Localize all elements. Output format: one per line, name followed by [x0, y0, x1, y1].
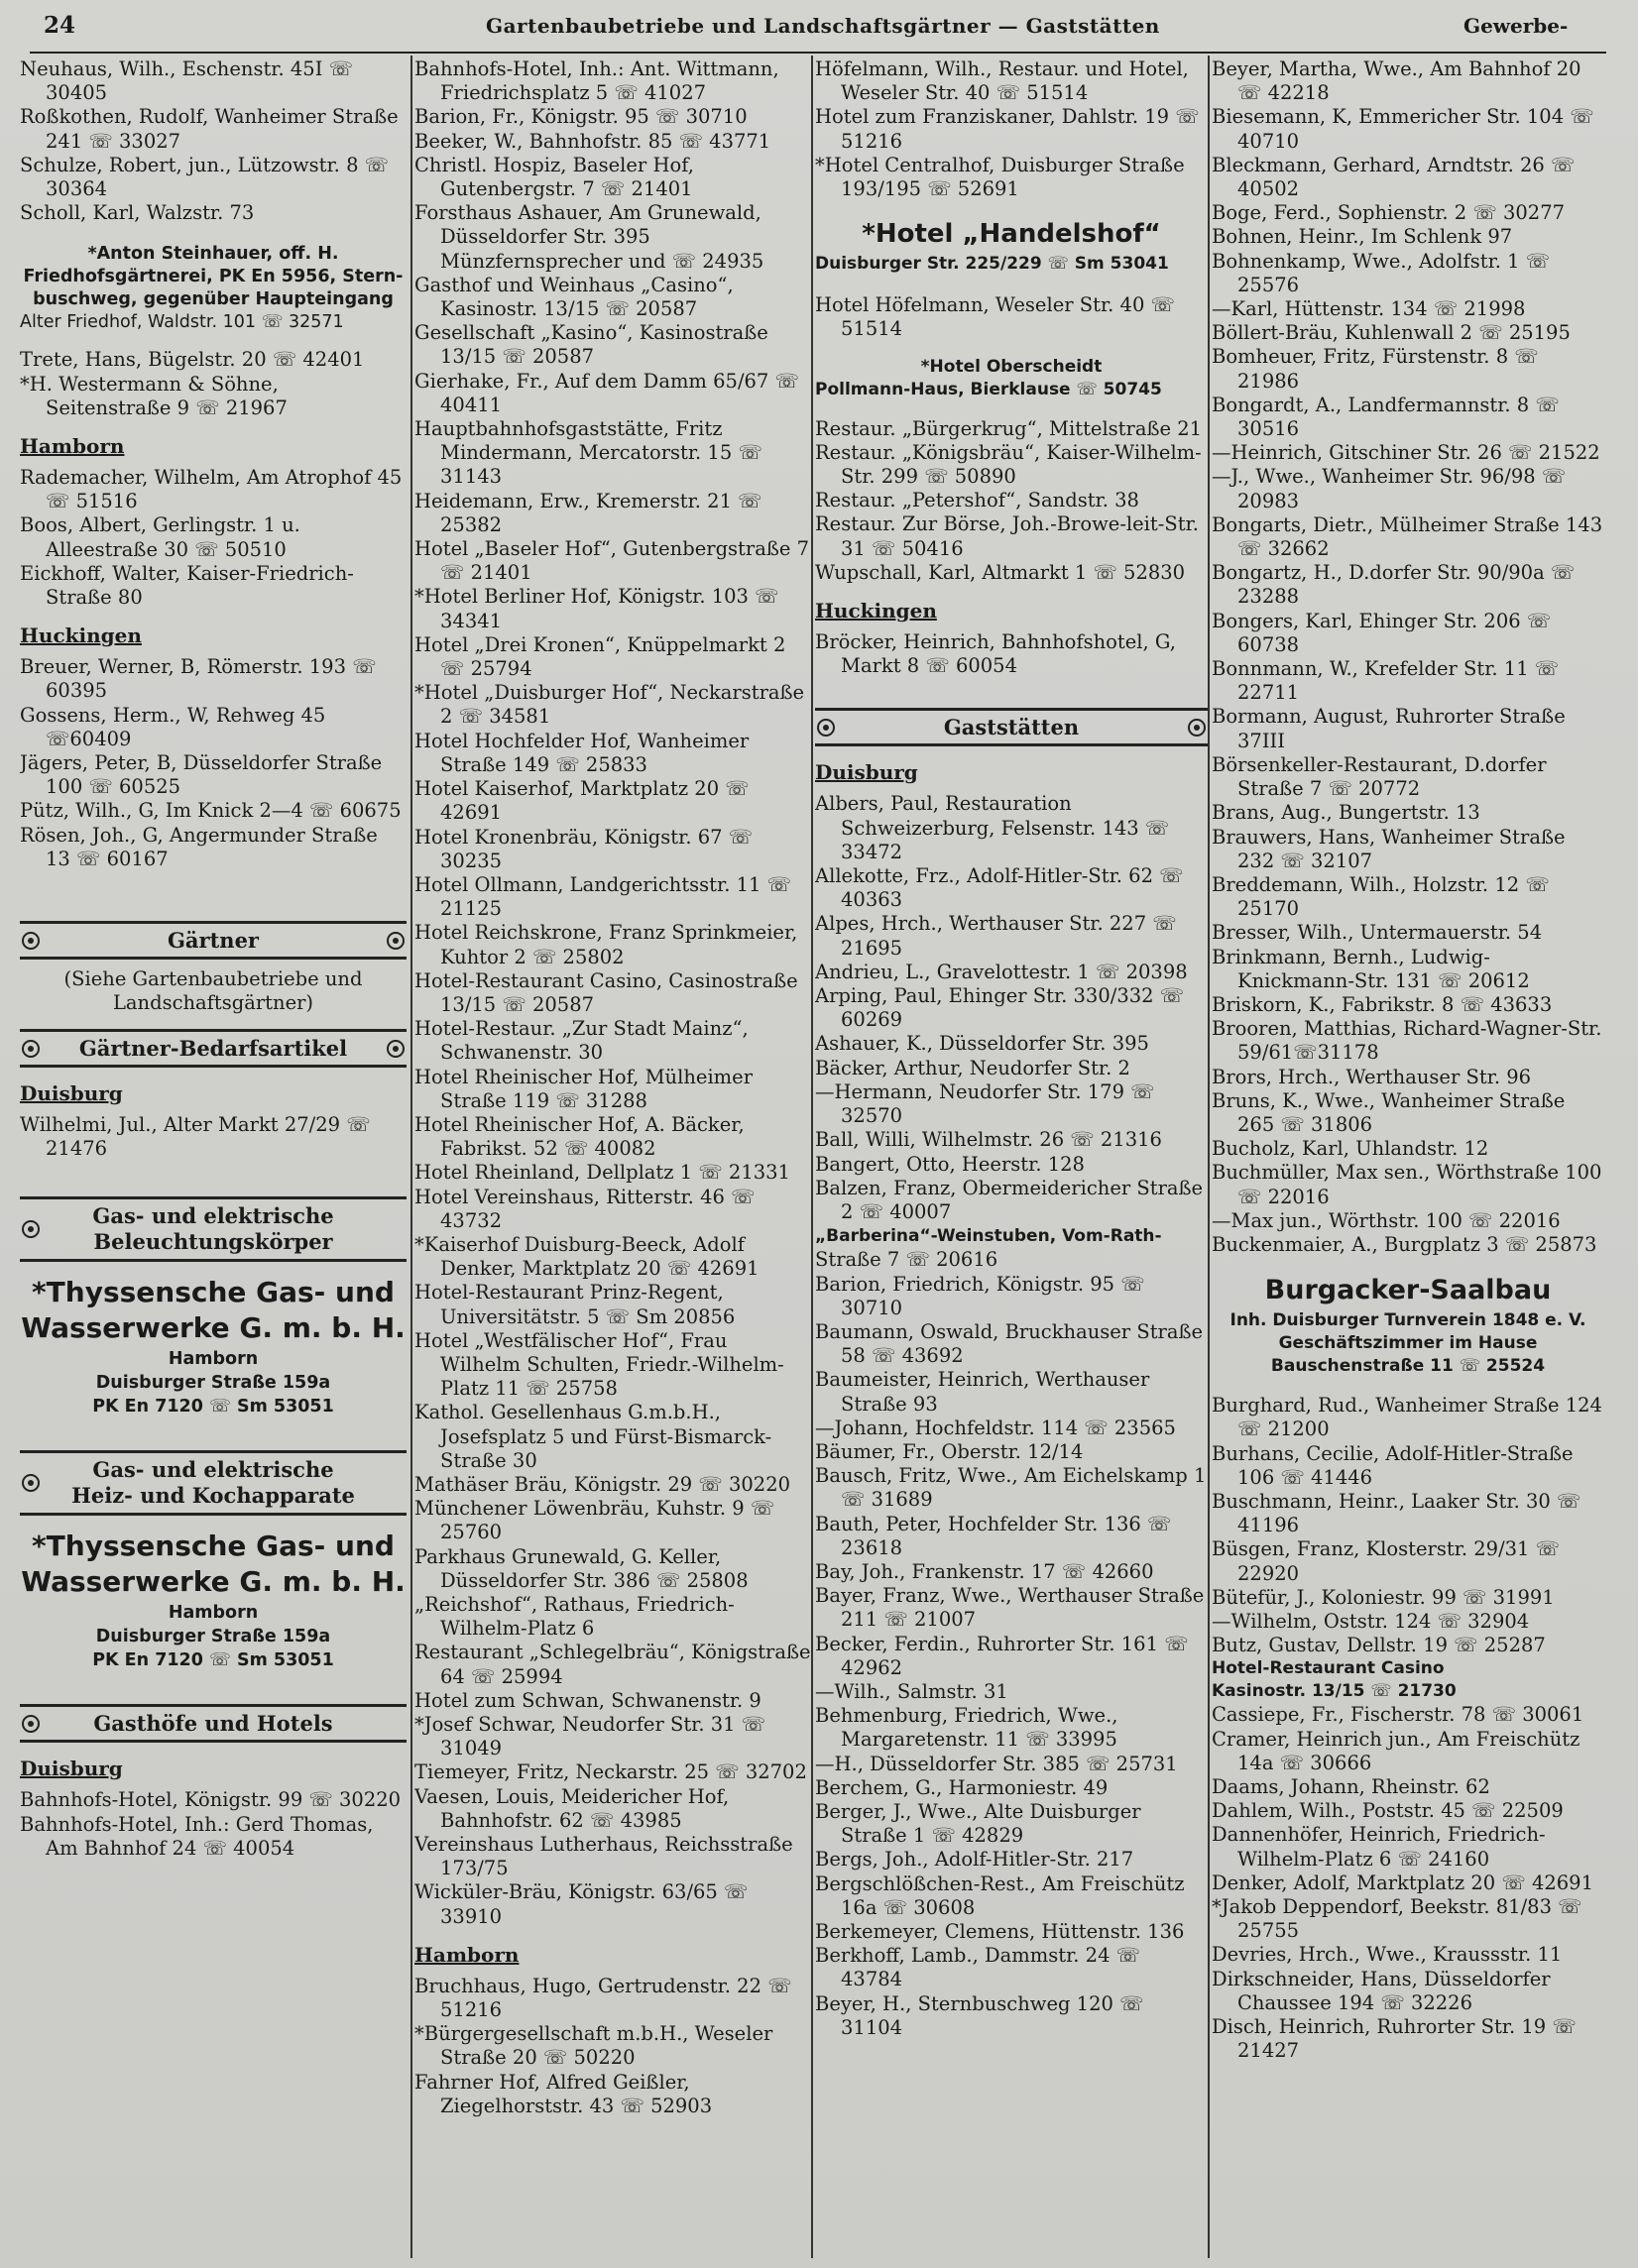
ad-line: Hotel-Restaurant Casino [1212, 1658, 1445, 1679]
category-box-gas-beleuchtung [20, 1196, 407, 1262]
section-heading-huckingen: Huckingen [20, 624, 142, 648]
directory-entry: Bergschlößchen-Rest., Am Freischütz 16a ☏ 30608 [815, 1871, 1185, 1919]
directory-entry: *H. Westermann & Söhne, Seitenstraße 9 ☏ 21967 [20, 372, 288, 419]
directory-entry: Bormann, August, Ruhrorter Straße 37III [1212, 705, 1566, 752]
directory-entry: Bay, Joh., Frankenstr. 17 ☏ 42660 [815, 1559, 1154, 1583]
ad-title: Wasserwerke G. m. b. H. [21, 1311, 406, 1345]
directory-entry: Bausch, Fritz, Wwe., Am Eichelskamp 1 ☏ 31689 [815, 1464, 1207, 1512]
entry-list [1212, 1703, 1604, 2063]
directory-entry: Hotel „Drei Kronen“, Knüppelmarkt 2 ☏ 25794 [414, 632, 786, 681]
directory-entry: Bresser, Wilh., Untermauerstr. 54 [1212, 921, 1543, 945]
directory-entry: —Karl, Hüttenstr. 134 ☏ 21998 [1212, 297, 1526, 321]
directory-entry: Disch, Heinrich, Ruhrorter Str. 19 ☏ 21427 [1212, 2015, 1577, 2063]
ad-line: buschweg, gegenüber Haupteingang [33, 289, 394, 310]
ad-title: Burgacker-Saalbau [1264, 1275, 1552, 1306]
category-title: Gas- und elektrische [92, 1457, 334, 1483]
directory-entry: *Hotel Berliner Hof, Königstr. 103 ☏ 34341 [414, 585, 779, 632]
ad-line: Bauschenstraße 11 ☏ 25524 [1270, 1356, 1546, 1377]
directory-entry: Biesemann, K, Emmericher Str. 104 ☏ 40710 [1212, 105, 1594, 153]
directory-entry: —Johann, Hochfeldstr. 114 ☏ 23565 [815, 1416, 1176, 1439]
directory-entry: Bröcker, Heinrich, Bahnhofshotel, G, Markt 8 ☏ 60054 [815, 630, 1177, 678]
ad-line: Geschäftszimmer im Hause [1278, 1333, 1538, 1354]
advertisement-thyssen-1 [20, 1276, 407, 1418]
directory-entry: Buckenmaier, A., Burgplatz 3 ☏ 25873 [1212, 1232, 1597, 1256]
ad-line: Kasinostr. 13/15 ☏ 21730 [1212, 1681, 1457, 1702]
directory-entry: Wicküler-Bräu, Königstr. 63/65 ☏ 33910 [414, 1880, 749, 1928]
bullet-icon [22, 1040, 40, 1058]
directory-entry: Pütz, Wilh., G, Im Knick 2—4 ☏ 60675 [20, 799, 402, 823]
directory-entry: Hotel-Restaurant Casino, Casinostraße 13/15 ☏ 20587 [414, 968, 798, 1016]
section-heading-hamborn: Hamborn [20, 434, 125, 459]
ad-line: Alter Friedhof, Waldstr. 101 ☏ 32571 [20, 312, 344, 333]
directory-entry: Brooren, Matthias, Richard-Wagner-Str. 59/61☏31178 [1212, 1017, 1602, 1065]
directory-entry: Butz, Gustav, Dellstr. 19 ☏ 25287 [1212, 1634, 1546, 1657]
directory-entry: Forsthaus Ashauer, Am Grunewald, Düsseldorfer Str. 395 Münzfernsprecher und ☏ 24935 [414, 201, 764, 273]
directory-entry: Ball, Willi, Wilhelmstr. 26 ☏ 21316 [815, 1128, 1162, 1152]
directory-entry: Hotel Hochfelder Hof, Wanheimer Straße 149 ☏ 25833 [414, 729, 750, 776]
directory-entry: Bruns, K., Wwe., Wanheimer Straße 265 ☏ 31806 [1212, 1088, 1566, 1136]
directory-entry: Gossens, Herm., W, Rehweg 45 ☏60409 [20, 703, 326, 750]
directory-entry: Eickhoff, Walter, Kaiser-Friedrich-Straße 80 [20, 561, 354, 610]
directory-entry: Bongarts, Dietr., Mülheimer Straße 143 ☏ 32662 [1212, 512, 1603, 561]
directory-entry: Andrieu, L., Gravelottestr. 1 ☏ 20398 [815, 960, 1188, 983]
directory-entry: Vereinshaus Lutherhaus, Reichsstraße 173/75 [414, 1833, 793, 1880]
directory-entry: Bongardt, A., Landfermannstr. 8 ☏ 30516 [1212, 393, 1560, 441]
directory-entry: Ashauer, K., Düsseldorfer Str. 395 [815, 1032, 1149, 1056]
directory-entry: Alpes, Hrch., Werthauser Str. 227 ☏ 21695 [815, 912, 1177, 960]
entry-list [815, 417, 1208, 585]
directory-entry: —Wilhelm, Oststr. 124 ☏ 32904 [1212, 1609, 1530, 1633]
directory-entry: Bütefür, J., Koloniestr. 99 ☏ 31991 [1212, 1585, 1555, 1609]
directory-entry: Boos, Albert, Gerlingstr. 1 u. Alleestraße 30 ☏ 50510 [20, 513, 300, 561]
directory-entry: Bongers, Karl, Ehinger Str. 206 ☏ 60738 [1212, 609, 1552, 656]
entry-list [20, 1113, 407, 1161]
category-box-gaertner [20, 921, 407, 960]
directory-entry: Kathol. Gesellenhaus G.m.b.H., Josefsplatz 5 und Fürst-Bismarck-Straße 30 [414, 1401, 772, 1472]
directory-entry: *Jakob Deppendorf, Beekstr. 81/83 ☏ 25755 [1212, 1895, 1582, 1943]
directory-entry: Hotel zum Franziskaner, Dahlstr. 19 ☏ 51216 [815, 105, 1200, 153]
directory-entry: Jägers, Peter, B, Düsseldorfer Straße 100 ☏ 60525 [20, 751, 383, 799]
entry-list [414, 1975, 811, 2118]
header-rule [30, 52, 1606, 54]
entry-list [815, 57, 1208, 201]
entry-list [20, 348, 407, 420]
directory-entry: Rademacher, Wilhelm, Am Atrophof 45 ☏ 51516 [20, 466, 403, 513]
directory-entry: Bonnmann, W., Krefelder Str. 11 ☏ 22711 [1212, 657, 1560, 705]
ad-line: „Barberina“-Weinstuben, Vom-Rath- [815, 1226, 1162, 1247]
advertisement-thyssen-2 [20, 1530, 407, 1672]
section-heading-hamborn: Hamborn [414, 1942, 520, 1967]
directory-entry: Dirkschneider, Hans, Düsseldorfer Chaussee 194 ☏ 32226 [1212, 1967, 1551, 2014]
directory-entry: Cassiepe, Fr., Fischerstr. 78 ☏ 30061 [1212, 1703, 1584, 1727]
ad-line: Duisburger Straße 159a [95, 1373, 331, 1394]
section-label: Gewerbe- [1463, 14, 1569, 38]
column-2 [414, 57, 811, 2258]
bullet-icon [817, 719, 835, 737]
directory-entry: Bruchhaus, Hugo, Gertrudenstr. 22 ☏ 51216 [414, 1974, 792, 2022]
ad-line: Duisburger Str. 225/229 ☏ Sm 53041 [815, 254, 1169, 275]
directory-entry: Parkhaus Grunewald, G. Keller, Düsseldorfer Str. 386 ☏ 25808 [414, 1544, 749, 1592]
directory-entry: Berkemeyer, Clemens, Hüttenstr. 136 [815, 1920, 1185, 1943]
directory-entry: Gesellschaft „Kasino“, Kasinostraße 13/15 ☏ 20587 [414, 321, 768, 369]
directory-entry: Barion, Friedrich, Königstr. 95 ☏ 30710 [815, 1272, 1145, 1319]
entry-list [1212, 1394, 1604, 1657]
ad-title: *Hotel Oberscheidt [920, 356, 1103, 377]
directory-entry: Neuhaus, Wilh., Eschenstr. 45I ☏ 30405 [20, 57, 353, 105]
directory-entry: —J., Wwe., Wanheimer Str. 96/98 ☏ 20983 [1212, 465, 1567, 512]
directory-entry: Dahlem, Wilh., Poststr. 45 ☏ 22509 [1212, 1799, 1564, 1823]
ad-line: PK En 7120 ☏ Sm 53051 [92, 1397, 334, 1418]
section-heading-duisburg: Duisburg [20, 1757, 123, 1781]
directory-entry: Berchem, G., Harmoniestr. 49 [815, 1775, 1109, 1799]
directory-entry: Wilhelmi, Jul., Alter Markt 27/29 ☏ 21476 [20, 1113, 371, 1161]
directory-entry: Denker, Adolf, Marktplatz 20 ☏ 42691 [1212, 1871, 1593, 1894]
directory-entry: Christl. Hospiz, Baseler Hof, Gutenbergstr. 7 ☏ 21401 [414, 153, 694, 201]
category-box-hotels [20, 1704, 407, 1743]
directory-entry: Hotel Höfelmann, Weseler Str. 40 ☏ 51514 [815, 293, 1175, 341]
directory-entry: Becker, Ferdin., Ruhrorter Str. 161 ☏ 42962 [815, 1632, 1189, 1679]
directory-entry: —Heinrich, Gitschiner Str. 26 ☏ 21522 [1212, 441, 1600, 465]
directory-entry: Hotel Kronenbräu, Königstr. 67 ☏ 30235 [414, 825, 754, 872]
directory-entry: Baumeister, Heinrich, Werthauser Straße 93 [815, 1368, 1150, 1416]
directory-entry: Hotel zum Schwan, Schwanenstr. 9 [414, 1688, 761, 1712]
directory-entry: Restaurant „Schlegelbräu“, Königstraße 64 ☏ 25994 [414, 1641, 811, 1688]
directory-entry: Restaur. „Petershof“, Sandstr. 38 [815, 489, 1139, 512]
directory-entry: Restaur. Zur Börse, Joh.-Browe-leit-Str. 31 ☏ 50416 [815, 512, 1199, 560]
column-divider [811, 56, 813, 2258]
directory-entry: Allekotte, Frz., Adolf-Hitler-Str. 62 ☏ 40363 [815, 864, 1184, 912]
entry-list [20, 57, 407, 225]
directory-entry: Briskorn, K., Fabrikstr. 8 ☏ 43633 [1212, 992, 1553, 1016]
entry-list [815, 293, 1208, 341]
directory-entry: Trete, Hans, Bügelstr. 20 ☏ 42401 [20, 348, 365, 372]
directory-entry: Bayer, Franz, Wwe., Werthauser Straße 211 ☏ 21007 [815, 1584, 1205, 1632]
directory-entry: Baumann, Oswald, Bruckhauser Straße 58 ☏ 43692 [815, 1319, 1204, 1368]
directory-entry: Münchener Löwenbräu, Kuhstr. 9 ☏ 25760 [414, 1497, 775, 1544]
directory-entry: —Hermann, Neudorfer Str. 179 ☏ 32570 [815, 1079, 1155, 1128]
category-title: Heiz- und Kochapparate [71, 1483, 355, 1509]
directory-entry: Bongartz, H., D.dorfer Str. 90/90a ☏ 23288 [1212, 561, 1576, 609]
column-3 [815, 57, 1208, 2258]
directory-entry: Vaesen, Louis, Meidericher Hof, Bahnhofstr. 62 ☏ 43985 [414, 1784, 730, 1832]
directory-entry: Gierhake, Fr., Auf dem Damm 65/67 ☏ 40411 [414, 369, 799, 416]
category-title: Beleuchtungskörper [93, 1229, 333, 1255]
bullet-icon [1188, 719, 1206, 737]
column-1 [20, 57, 407, 2258]
column-divider [1208, 56, 1210, 2258]
directory-entry: Bauth, Peter, Hochfelder Str. 136 ☏ 23618 [815, 1512, 1172, 1559]
cross-reference-note: (Siehe Gartenbaubetriebe und Landschaftsgärtner) [63, 967, 363, 1015]
ad-line: Straße 7 ☏ 20616 [815, 1248, 998, 1272]
advertisement-steinhauer [20, 243, 407, 334]
directory-entry: *Josef Schwar, Neudorfer Str. 31 ☏ 31049 [414, 1713, 766, 1760]
entry-list [815, 1273, 1208, 2041]
directory-entry: Wupschall, Karl, Altmarkt 1 ☏ 52830 [815, 560, 1186, 584]
directory-entry: Börsenkeller-Restaurant, D.dorfer Straße 7 ☏ 20772 [1212, 752, 1547, 801]
directory-entry: *Hotel Centralhof, Duisburger Straße 193/195 ☏ 52691 [815, 153, 1185, 201]
directory-entry: Hotel Kaiserhof, Marktplatz 20 ☏ 42691 [414, 777, 750, 825]
advertisement-barberina [815, 1224, 1208, 1272]
directory-entry: Böllert-Bräu, Kuhlenwall 2 ☏ 25195 [1212, 321, 1571, 345]
column-divider [410, 56, 412, 2258]
directory-entry: Tiemeyer, Fritz, Neckarstr. 25 ☏ 32702 [414, 1760, 807, 1784]
directory-entry: —Wilh., Salmstr. 31 [815, 1679, 1008, 1703]
directory-entry: Gasthof und Weinhaus „Casino“, Kasinostr. 13/15 ☏ 20587 [414, 273, 734, 321]
ad-line: PK En 7120 ☏ Sm 53051 [92, 1650, 334, 1671]
ad-title: *Thyssensche Gas- und [32, 1530, 395, 1563]
directory-entry: Hotel-Restaurant Prinz-Regent, Universitätstr. 5 ☏ Sm 20856 [414, 1281, 736, 1328]
directory-entry: Bohnen, Heinr., Im Schlenk 97 [1212, 225, 1513, 249]
page-title: Gartenbaubetriebe und Landschaftsgärtner — Gaststätten [486, 14, 1160, 38]
category-title: Gaststätten [943, 715, 1080, 740]
ad-title: Wasserwerke G. m. b. H. [21, 1565, 406, 1599]
directory-entry: Bäumer, Fr., Oberstr. 12/14 [815, 1439, 1084, 1463]
directory-entry: *Hotel „Duisburger Hof“, Neckarstraße 2 ☏ 34581 [414, 681, 805, 729]
category-title: Gasthöfe und Hotels [93, 1711, 333, 1737]
bullet-icon [387, 1040, 405, 1058]
directory-entry: Cramer, Heinrich jun., Am Freischütz 14a ☏ 30666 [1212, 1727, 1580, 1774]
bullet-icon [22, 932, 40, 950]
entry-list [1212, 57, 1604, 1257]
directory-entry: Hotel Rheinland, Dellplatz 1 ☏ 21331 [414, 1161, 790, 1185]
ad-title: *Thyssensche Gas- und [32, 1276, 395, 1309]
ad-line: Hamborn [168, 1603, 259, 1624]
directory-entry: Restaur. „Königsbräu“, Kaiser-Wilhelm-Str. 299 ☏ 50890 [815, 440, 1202, 489]
ad-line: Hamborn [168, 1349, 259, 1370]
page-number: 24 [44, 12, 76, 39]
category-box-bedarf [20, 1029, 407, 1068]
directory-entry: Bohnenkamp, Wwe., Adolfstr. 1 ☏ 25576 [1212, 249, 1551, 296]
entry-list [414, 57, 811, 1929]
directory-entry: Burhans, Cecilie, Adolf-Hitler-Straße 106 ☏ 41446 [1212, 1441, 1574, 1489]
directory-entry: Hotel Rheinischer Hof, Mülheimer Straße 119 ☏ 31288 [414, 1065, 754, 1112]
entry-list [815, 792, 1208, 1224]
entry-list [20, 1788, 407, 1861]
category-title: Gärtner-Bedarfsartikel [78, 1036, 348, 1062]
entry-list [815, 630, 1208, 678]
section-heading-duisburg: Duisburg [815, 760, 918, 785]
directory-entry: Arping, Paul, Ehinger Str. 330/332 ☏ 60269 [815, 984, 1185, 1032]
category-box-gaststaetten [815, 708, 1208, 746]
page-header [0, 0, 1606, 56]
directory-entry: Bäcker, Arthur, Neudorfer Str. 2 [815, 1056, 1130, 1079]
directory-entry: Brauwers, Hans, Wanheimer Straße 232 ☏ 32107 [1212, 825, 1566, 872]
directory-entry: Bomheuer, Fritz, Fürstenstr. 8 ☏ 21986 [1212, 345, 1539, 393]
directory-entry: *Bürgergesellschaft m.b.H., Weseler Straße 20 ☏ 50220 [414, 2022, 773, 2070]
directory-entry: Höfelmann, Wilh., Restaur. und Hotel, Weseler Str. 40 ☏ 51514 [815, 57, 1189, 105]
directory-entry: Beyer, H., Sternbuschweg 120 ☏ 31104 [815, 1991, 1144, 2039]
directory-entry: Brans, Aug., Bungertstr. 13 [1212, 801, 1480, 825]
category-title: Gas- und elektrische [92, 1203, 334, 1229]
directory-entry: Bergs, Joh., Adolf-Hitler-Str. 217 [815, 1848, 1134, 1871]
directory-entry: Berkhoff, Lamb., Dammstr. 24 ☏ 43784 [815, 1944, 1141, 1991]
directory-entry: Büsgen, Franz, Klosterstr. 29/31 ☏ 22920 [1212, 1537, 1561, 1585]
directory-entry: Bangert, Otto, Heerstr. 128 [815, 1152, 1085, 1176]
entry-list [20, 466, 407, 610]
directory-entry: Bleckmann, Gerhard, Arndtstr. 26 ☏ 40502 [1212, 153, 1576, 201]
directory-entry: Balzen, Franz, Obermeidericher Straße 2 ☏ 40007 [815, 1176, 1204, 1223]
bullet-icon [22, 1715, 40, 1733]
advertisement-oberscheidt [815, 356, 1208, 401]
directory-entry: —Max jun., Wörthstr. 100 ☏ 22016 [1212, 1208, 1561, 1232]
directory-entry: Dannenhöfer, Heinrich, Friedrich-Wilhelm-Platz 6 ☏ 24160 [1212, 1823, 1546, 1871]
directory-entry: Heidemann, Erw., Kremerstr. 21 ☏ 25382 [414, 489, 762, 536]
directory-entry: Bahnhofs-Hotel, Inh.: Ant. Wittmann, Friedrichsplatz 5 ☏ 41027 [414, 57, 779, 105]
directory-entry: Beeker, W., Bahnhofstr. 85 ☏ 43771 [414, 129, 771, 153]
advertisement-handelshof [815, 219, 1208, 276]
directory-entry: Hauptbahnhofsgaststätte, Fritz Mindermann, Mercatorstr. 15 ☏ 31143 [414, 417, 762, 489]
directory-entry: Devries, Hrch., Wwe., Kraussstr. 11 [1212, 1943, 1563, 1967]
entry-list [20, 655, 407, 871]
bullet-icon [387, 932, 405, 950]
directory-entry: Boge, Ferd., Sophienstr. 2 ☏ 30277 [1212, 201, 1566, 225]
directory-entry: Buschmann, Heinr., Laaker Str. 30 ☏ 41196 [1212, 1489, 1581, 1537]
directory-entry: Hotel „Baseler Hof“, Gutenbergstraße 7 ☏ 21401 [414, 537, 810, 585]
advertisement-casino [1212, 1657, 1604, 1703]
directory-entry: Hotel-Restaur. „Zur Stadt Mainz“, Schwanenstr. 30 [414, 1017, 749, 1065]
directory-entry: Scholl, Karl, Walzstr. 73 [20, 201, 255, 225]
directory-entry: Hotel „Westfälischer Hof“, Frau Wilhelm Schulten, Friedr.-Wilhelm-Platz 11 ☏ 25758 [414, 1328, 784, 1401]
directory-entry: „Reichshof“, Rathaus, Friedrich-Wilhelm-Platz 6 [414, 1593, 735, 1641]
ad-line: Pollmann-Haus, Bierklause ☏ 50745 [815, 379, 1162, 399]
advertisement-burgacker-saalbau [1212, 1275, 1604, 1378]
directory-entry: —H., Düsseldorfer Str. 385 ☏ 25731 [815, 1752, 1178, 1775]
directory-entry: Bucholz, Karl, Uhlandstr. 12 [1212, 1137, 1489, 1161]
directory-entry: Mathäser Bräu, Königstr. 29 ☏ 30220 [414, 1472, 791, 1496]
directory-entry: Hotel Ollmann, Landgerichtsstr. 11 ☏ 21125 [414, 872, 791, 921]
directory-entry: Fahrner Hof, Alfred Geißler, Ziegelhorststr. 43 ☏ 52903 [414, 2070, 713, 2117]
ad-line: Friedhofsgärtnerei, PK En 5956, Stern- [23, 267, 404, 287]
ad-title: *Hotel „Handelshof“ [862, 219, 1161, 250]
directory-entry: Restaur. „Bürgerkrug“, Mittelstraße 21 [815, 416, 1203, 440]
directory-entry: Roßkothen, Rudolf, Wanheimer Straße 241 ☏ 33027 [20, 105, 399, 153]
directory-entry: Burghard, Rud., Wanheimer Straße 124 ☏ 21200 [1212, 1394, 1602, 1441]
directory-entry: Hotel Vereinshaus, Ritterstr. 46 ☏ 43732 [414, 1185, 756, 1232]
directory-entry: Breuer, Werner, B, Römerstr. 193 ☏ 60395 [20, 655, 377, 703]
directory-entry: Brors, Hrch., Werthauser Str. 96 [1212, 1065, 1532, 1088]
ad-line: Inh. Duisburger Turnverein 1848 e. V. [1229, 1310, 1586, 1331]
category-title: Gärtner [168, 928, 259, 954]
ad-line: *Anton Steinhauer, off. H. [87, 244, 339, 265]
directory-entry: Berger, J., Wwe., Alte Duisburger Straße 1 ☏ 42829 [815, 1799, 1141, 1848]
directory-entry: Hotel Reichskrone, Franz Sprinkmeier, Kuhtor 2 ☏ 25802 [414, 921, 798, 968]
directory-entry: Buchmüller, Max sen., Wörthstraße 100 ☏ 22016 [1212, 1161, 1602, 1208]
directory-entry: Behmenburg, Friedrich, Wwe., Margaretenstr. 11 ☏ 33995 [815, 1704, 1118, 1752]
directory-entry: Albers, Paul, Restauration Schweizerburg, Felsenstr. 143 ☏ 33472 [815, 792, 1170, 863]
directory-entry: Hotel Rheinischer Hof, A. Bäcker, Fabrikst. 52 ☏ 40082 [414, 1112, 745, 1161]
directory-entry: Daams, Johann, Rheinstr. 62 [1212, 1775, 1490, 1798]
section-heading-huckingen: Huckingen [815, 599, 937, 624]
directory-entry: Bahnhofs-Hotel, Inh.: Gerd Thomas, Am Bahnhof 24 ☏ 40054 [20, 1812, 374, 1860]
directory-entry: Breddemann, Wilh., Holzstr. 12 ☏ 25170 [1212, 872, 1550, 921]
directory-entry: Bahnhofs-Hotel, Königstr. 99 ☏ 30220 [20, 1788, 402, 1812]
directory-entry: Barion, Fr., Königstr. 95 ☏ 30710 [414, 105, 748, 129]
column-4 [1212, 57, 1604, 2258]
category-box-gas-heiz [20, 1450, 407, 1516]
directory-entry: Schulze, Robert, jun., Lützowstr. 8 ☏ 30364 [20, 153, 390, 201]
directory-entry: Beyer, Martha, Wwe., Am Bahnhof 20 ☏ 42218 [1212, 57, 1581, 105]
directory-entry: Brinkmann, Bernh., Ludwig-Knickmann-Str. 131 ☏ 20612 [1212, 945, 1530, 992]
directory-entry: Rösen, Joh., G, Angermunder Straße 13 ☏ 60167 [20, 823, 378, 870]
directory-entry: *Kaiserhof Duisburg-Beeck, Adolf Denker, Marktplatz 20 ☏ 42691 [414, 1232, 760, 1281]
section-heading-duisburg: Duisburg [20, 1081, 123, 1106]
ad-line: Duisburger Straße 159a [95, 1627, 331, 1647]
